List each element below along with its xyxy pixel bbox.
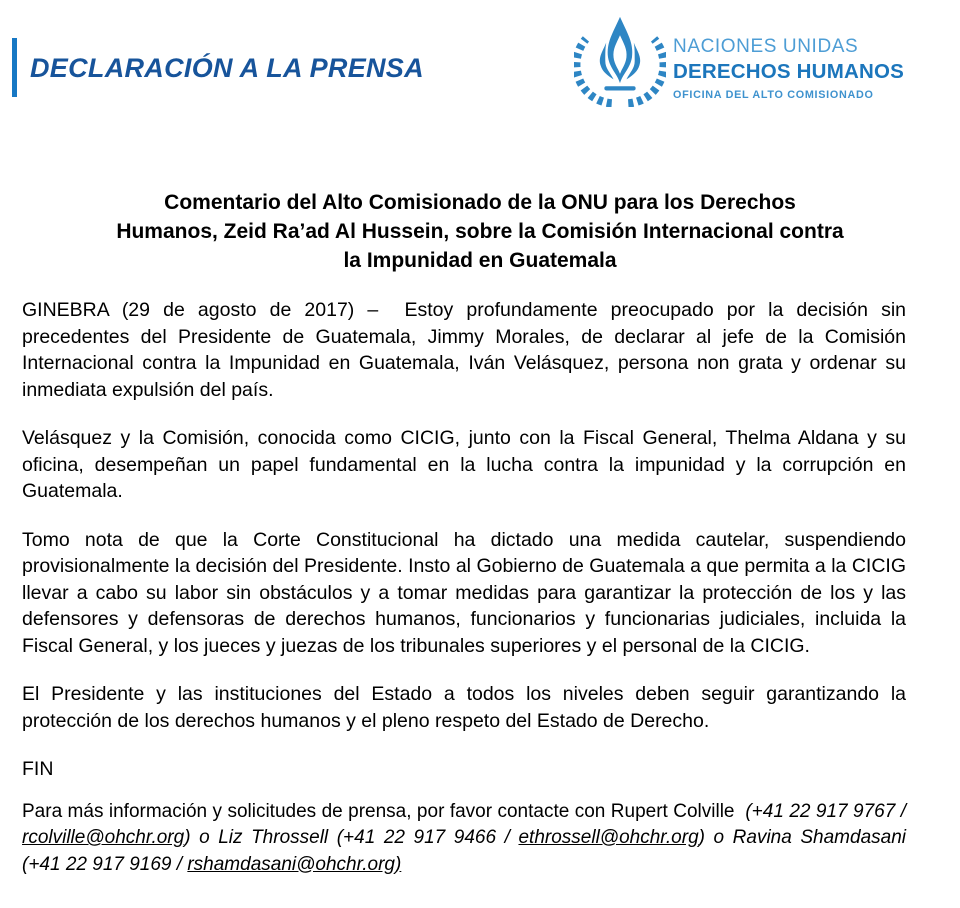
logo-text-naciones-unidas: NACIONES UNIDAS (673, 36, 859, 57)
body-paragraph-1: GINEBRA (29 de agosto de 2017) – Estoy profundamente preocupado por la decisión sin precedentes del Presidente de Guatemala, Jimmy Morales, de declarar al jefe de la Comisión Internacional contra la Impunidad en Guatemala, Iván Velásquez, persona non grata y ordenar su inmediata expulsión del país. (22, 299, 906, 401)
document-body (0, 275, 960, 878)
document-title (30, 188, 930, 275)
body-paragraph-3: Tomo nota de que la Corte Constitucional ha dictado una medida cautelar, suspendiendo provisionalmente la decisión del Presidente. Insto al Gobierno de Guatemala a que permita a la CICIG llevar a cabo su labor sin obstáculos y a tomar medidas para garantizar la protección de los y las defensores y defensoras de derechos humanos, funcionarios y funcionarias judiciales, incluida la Fiscal General, y los jueces y juezas de los tribunales superiores y el personal de la CICIG. (22, 528, 906, 657)
document-title-line-2: Humanos, Zeid Ra’ad Al Hussein, sobre la Comisión Internacional contra (116, 220, 844, 243)
document-title-line-3: la Impunidad en Guatemala (343, 249, 617, 272)
contact-phone-rcolville: (+41 22 917 9767 / (739, 800, 906, 822)
body-paragraph-2: Velásquez y la Comisión, conocida como CICIG, junto con la Fiscal General, Thelma Aldana y su oficina, desempeñan un papel fundamental en la lucha contra la impunidad y la corrupción en Guatemala. (22, 427, 906, 502)
document-title-line-1: Comentario del Alto Comisionado de la ONU para los Derechos (164, 191, 796, 214)
pressline-title: DECLARACIÓN A LA PRENSA (30, 53, 424, 83)
contact-phone-rshamdasani: ) o Ravina Shamdasani (+41 22 917 9169 / (22, 827, 906, 875)
contact-intro-text: Para más información y solicitudes de prensa, por favor contacte con Rupert Colville (22, 800, 740, 822)
pressline-block (12, 38, 424, 97)
email-link-ethrossell[interactable]: ethrossell@ohchr.org (518, 827, 699, 848)
contact-paragraph (22, 799, 906, 879)
contact-phone-ethrossell: ) o Liz Throssell (+41 22 917 9466 / (184, 827, 519, 848)
email-link-rshamdasani[interactable]: rshamdasani@ohchr.org) (187, 853, 402, 875)
logo-text-oficina: OFICINA DEL ALTO COMISIONADO (673, 89, 874, 101)
end-marker: FIN (22, 758, 54, 780)
logo-text-block (673, 36, 904, 101)
ohchr-logo (574, 15, 904, 107)
header (0, 0, 960, 118)
email-link-rcolville[interactable]: rcolville@ohchr.org (22, 827, 185, 848)
body-paragraph-4: El Presidente y las instituciones del Estado a todos los niveles deben seguir garantizando la protección de los derechos humanos y el pleno respeto del Estado de Derecho. (22, 683, 906, 732)
un-ohchr-emblem-icon (574, 15, 666, 107)
logo-text-derechos-humanos: DERECHOS HUMANOS (673, 60, 904, 83)
